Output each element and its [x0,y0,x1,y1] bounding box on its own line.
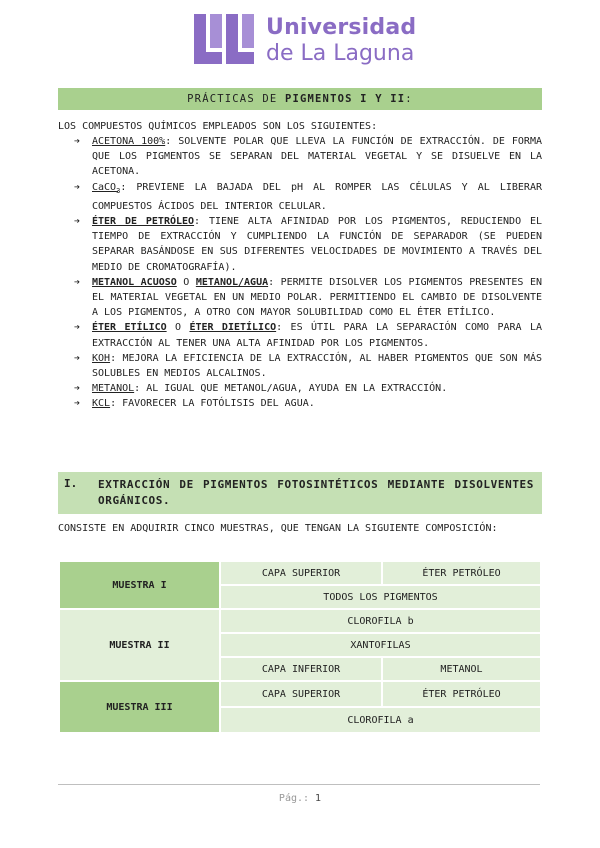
page-footer [0,793,600,804]
compound-connector: O [176,276,196,288]
table-row [59,681,541,707]
arrow-icon: ➔ [74,383,81,395]
compound-connector: O [166,322,190,334]
compound-text: : FAVORECER LA FOTÓLISIS DEL AGUA. [110,398,315,410]
compound-text: : SOLVENTE POLAR QUE LLEVA LA FUNCIÓN DE EXTRACCIÓN. DE FORMA QUE LOS PIGMENTOS SE SEPARAN DEL MATERIAL VEGETAL Y SE DISUELVE EN LA ACETONA. [92,136,542,178]
compound-name [92,182,120,193]
compound-text: : AL IGUAL QUE METANOL/AGUA, AYUDA EN LA EXTRACCIÓN. [134,383,448,395]
compound-name: KCL [92,398,111,410]
compound-name-alt: ÉTER DIETÍLICO [189,322,277,334]
intro-text: LOS COMPUESTOS QUÍMICOS EMPLEADOS SON LOS SIGUIENTES: [58,121,378,132]
arrow-icon: ➔ [74,276,81,288]
compound-name: KOH [92,352,111,364]
table-cell: XANTOFILAS [220,633,541,657]
table-cell: CLOROFILA a [220,707,541,733]
compound-text: : ES ÚTIL PARA LA SEPARACIÓN COMO PARA LA EXTRACCIÓN AL TENER UNA ALTA AFINIDAD POR LOS PIGMENTOS. [92,322,542,349]
compound-subscript: 3 [116,186,121,195]
table-cell: CAPA INFERIOR [220,657,382,681]
compound-name-alt: METANOL/AGUA [195,276,269,288]
arrow-icon: ➔ [74,398,81,410]
ull-logo-icon [192,14,256,66]
table-cell: ÉTER PETRÓLEO [382,561,541,585]
logo-line-1: Universidad [266,15,417,40]
section-number: I. [64,477,78,490]
list-item [58,134,542,180]
table-row [59,609,541,633]
section-title: EXTRACCIÓN DE PIGMENTOS FOTOSINTÉTICOS MEDIANTE DISOLVENTES ORGÁNICOS. [98,478,534,507]
table-cell: ÉTER PETRÓLEO [382,681,541,707]
section-description: CONSISTE EN ADQUIRIR CINCO MUESTRAS, QUE TENGAN LA SIGUIENTE COMPOSICIÓN: [58,523,498,534]
arrow-icon: ➔ [74,322,81,334]
title-bold: PIGMENTOS I Y II [284,93,406,105]
arrow-icon: ➔ [74,352,81,364]
samples-table [58,560,542,734]
table-cell: CAPA SUPERIOR [220,681,382,707]
arrow-icon: ➔ [74,216,81,228]
list-item [58,320,542,350]
sample-2-label: MUESTRA II [59,609,220,681]
university-logo [192,14,422,70]
compound-text: : MEJORA LA EFICIENCIA DE LA EXTRACCIÓN, AL HABER PIGMENTOS QUE SON MÁS SOLUBLES EN MEDIOS ALCALINOS. [92,352,542,380]
table-cell: METANOL [382,657,541,681]
sample-3-label: MUESTRA III [59,681,220,733]
table-row [59,561,541,585]
compound-name: ÉTER DE PETRÓLEO [92,216,195,228]
page-number: 1 [315,793,322,804]
list-item [58,180,542,214]
logo-line-2: de La Laguna [266,41,415,66]
page-title [58,88,542,110]
table-cell: TODOS LOS PIGMENTOS [220,585,541,609]
sample-1-label: MUESTRA I [59,561,220,609]
compound-text: : PREVIENE LA BAJADA DEL pH AL ROMPER LAS CÉLULAS Y AL LIBERAR COMPUESTOS ÁCIDOS DEL INTERIOR CELULAR. [92,181,542,212]
compound-text: : TIENE ALTA AFINIDAD POR LOS PIGMENTOS, REDUCIENDO EL TIEMPO DE EXTRACCIÓN Y CUMPLIENDO LA FUNCIÓN DE SEPARADOR (SE PUEDEN SEPARAR BASÁNDOSE EN SUS DIFERENTES VELOCIDADES DE MOVIMIENTO A TRAVÉS DEL MEDIO DE CROMATOGRAFÍA). [92,216,543,273]
compound-name: ÉTER ETÍLICO [92,322,167,334]
list-item [58,396,542,411]
compound-formula: CaCO [92,181,117,193]
compound-name: METANOL ACUOSO [92,276,177,288]
list-item [58,214,542,275]
footer-divider [58,784,540,785]
arrow-icon: ➔ [74,181,81,193]
compound-name: ACETONA 100% [92,136,166,147]
list-item [58,381,542,396]
list-item [58,351,542,381]
compound-list [58,134,542,412]
table-cell: CLOROFILA b [220,609,541,633]
title-prefix: PRÁCTICAS DE [187,93,285,105]
section-heading [58,472,542,514]
compound-text: : PERMITE DISOLVER LOS PIGMENTOS PRESENTES EN EL MATERIAL VEGETAL EN UN MEDIO POLAR. PERMITIENDO EL CAMBIO DE DISOLVENTE A LOS PIGMENTOS, A OTRO CON MAYOR SOLUBILIDAD COMO EL ÉTER ETÍLICO. [92,276,543,319]
table-cell: CAPA SUPERIOR [220,561,382,585]
list-item [58,275,542,321]
title-suffix: : [405,93,413,105]
compound-name: METANOL [92,383,135,395]
footer-label: Pág.: [278,793,316,804]
arrow-icon: ➔ [74,136,81,147]
